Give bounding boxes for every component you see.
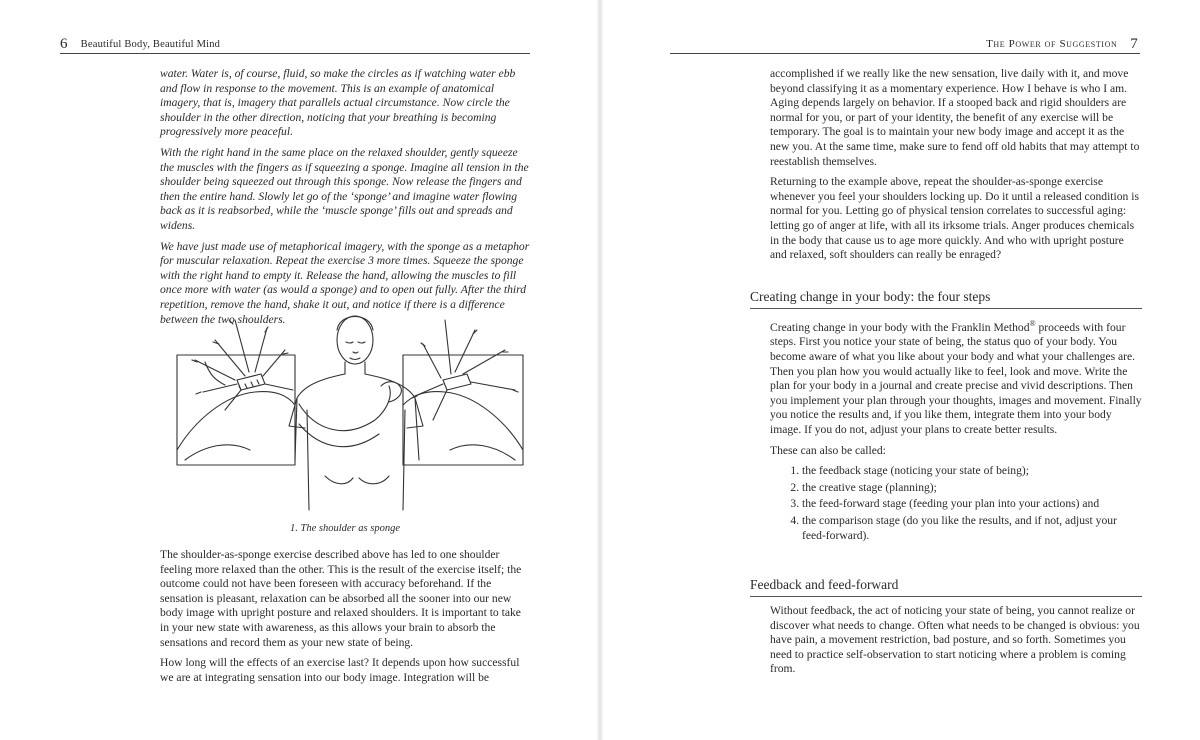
left-header-rule [60,53,530,54]
figure-arm [299,386,390,431]
four-steps-body: proceeds with four steps. First you notice your state of being, the status quo of your body. You become aware of what you like about your body and what your challenges are. Then you plan how you would actually like to feel, look and move. Write the plan for your body in a journal and create precise and vivid descriptions. Then you implement your plan through your thoughts, images and movement. Finally you notice the results and, if you like them, integrate them into your body image. If you do not, adjust your plans to create better results. [770,320,1142,437]
right-sponge [443,374,471,390]
stage-item: 2. the creative stage (planning); [802,481,1142,496]
stages-list [788,464,1142,543]
left-inset-panel [177,355,295,465]
figure-head [337,316,373,364]
exercise-paragraph: We have just made use of metaphorical imagery, with the sponge as a metaphor for muscular relaxation. Repeat the exercise 3 more times. Squeeze the sponge with the right hand to empty it. Release the hand, allowing the muscles to fill once more with water (as would a sponge) and to open out fully. After the third repetition, remove the hand, shake it out, and notice if there is a difference between the two shoulders. [160,239,530,326]
section-heading-feedback: Feedback and feed-forward [750,577,1142,597]
exercise-text [160,67,530,333]
left-running-head [60,36,530,53]
body-paragraph: accomplished if we really like the new sensation, live daily with it, and move beyond classifying it as a momentary experience. How I behave is who I am. Aging depends largely on behavior. If a stooped back and rigid shoulders are normal for you, or part of your identity, the benefit of any exercise will be temporary. The goal is to maintain your new body image and accept it as the new you. At the same time, make sure to fend off old habits that may attempt to reestablish themselves. [770,67,1140,168]
body-paragraph: Without feedback, the act of noticing your state of being, you cannot realize or discover what needs to change. Often what needs to be changed is obvious: you have pain, a movement restriction, bad posture, and so forth. Sometimes you need to practice self-observation to start noticing where a problem is coming from. [770,604,1140,676]
stages-intro: These can also be called: [770,443,886,457]
left-body-text [160,548,532,691]
four-steps-paragraph [770,317,1142,438]
right-running-head [668,36,1138,53]
right-running-title: The Power of Suggestion [986,38,1118,50]
left-page [0,0,598,740]
figure-caption: 1. The shoulder as sponge [290,523,400,534]
shoulder-sponge-illustration [175,300,535,520]
exercise-paragraph: With the right hand in the same place on the relaxed shoulder, gently squeeze the muscles with the fingers as if squeezing a sponge. Imagine all tension in the shoulder being squeezed out through this sponge. Now release the fingers and then the entire hand. Slowly let go of the ‘sponge’ and imagine water flowing back as it is reabsorbed, while the ‘muscle sponge’ fills out and spreads and widens. [160,145,529,232]
feedback-text [770,604,1142,683]
left-page-number: 6 [60,36,68,52]
left-inset-shoulder [177,392,295,450]
stage-item: 3. the feed-forward stage (feeding your plan into your actions) and [802,497,1142,512]
body-paragraph: The shoulder-as-sponge exercise described above has led to one shoulder feeling more relaxed than the other. This is the result of the exercise itself; the outcome could not have been foreseen with accuracy beforehand. If the sensation is pleasant, relaxation can be absorbed all the sooner into our new body image with upright posture and relaxed shoulders. It is important to take in your new state with awareness, as this allows your brain to absorb the sensations and record them as your new state of being. [160,548,522,649]
exercise-paragraph: water. Water is, of course, fluid, so make the circles as if watching water ebb and flow in response to the movement. This is an example of anatomical imagery, that is, imagery that parallels actual circumstance. Now circle the shoulder in the other direction, noticing that your breathing is becoming progressively more peaceful. [160,67,516,139]
four-steps-lead: Creating change in your body with the Franklin Method [770,320,1030,334]
right-page [602,0,1200,740]
right-intro-text [770,67,1142,269]
body-paragraph: How long will the effects of an exercise last? It depends upon how successful we are at integrating sensation into our body image. Integration will be [160,656,520,684]
right-page-number: 7 [1130,36,1138,52]
registered-mark: ® [1029,319,1036,328]
four-steps-text [770,317,1142,545]
stage-item: 1. the feedback stage (noticing your state of being); [802,464,1142,479]
stage-item: 4. the comparison stage (do you like the results, and if not, adjust your feed-forward). [802,514,1142,543]
body-paragraph: Returning to the example above, repeat the shoulder-as-sponge exercise whenever you feel your shoulders locking up. Do it until a released condition is normal for you. Letting go of physical tension correlates to successful aging: letting go of anger at life, with all its irksome trials. Anger produces chemicals in the body that cause us to age more quickly. And who with upright posture and relaxed, soft shoulders can really be enraged? [770,175,1139,262]
right-header-rule [670,53,1140,54]
section-heading-four-steps: Creating change in your body: the four steps [750,289,1142,309]
right-inset-panel [403,355,523,465]
left-running-title: Beautiful Body, Beautiful Mind [80,39,221,50]
